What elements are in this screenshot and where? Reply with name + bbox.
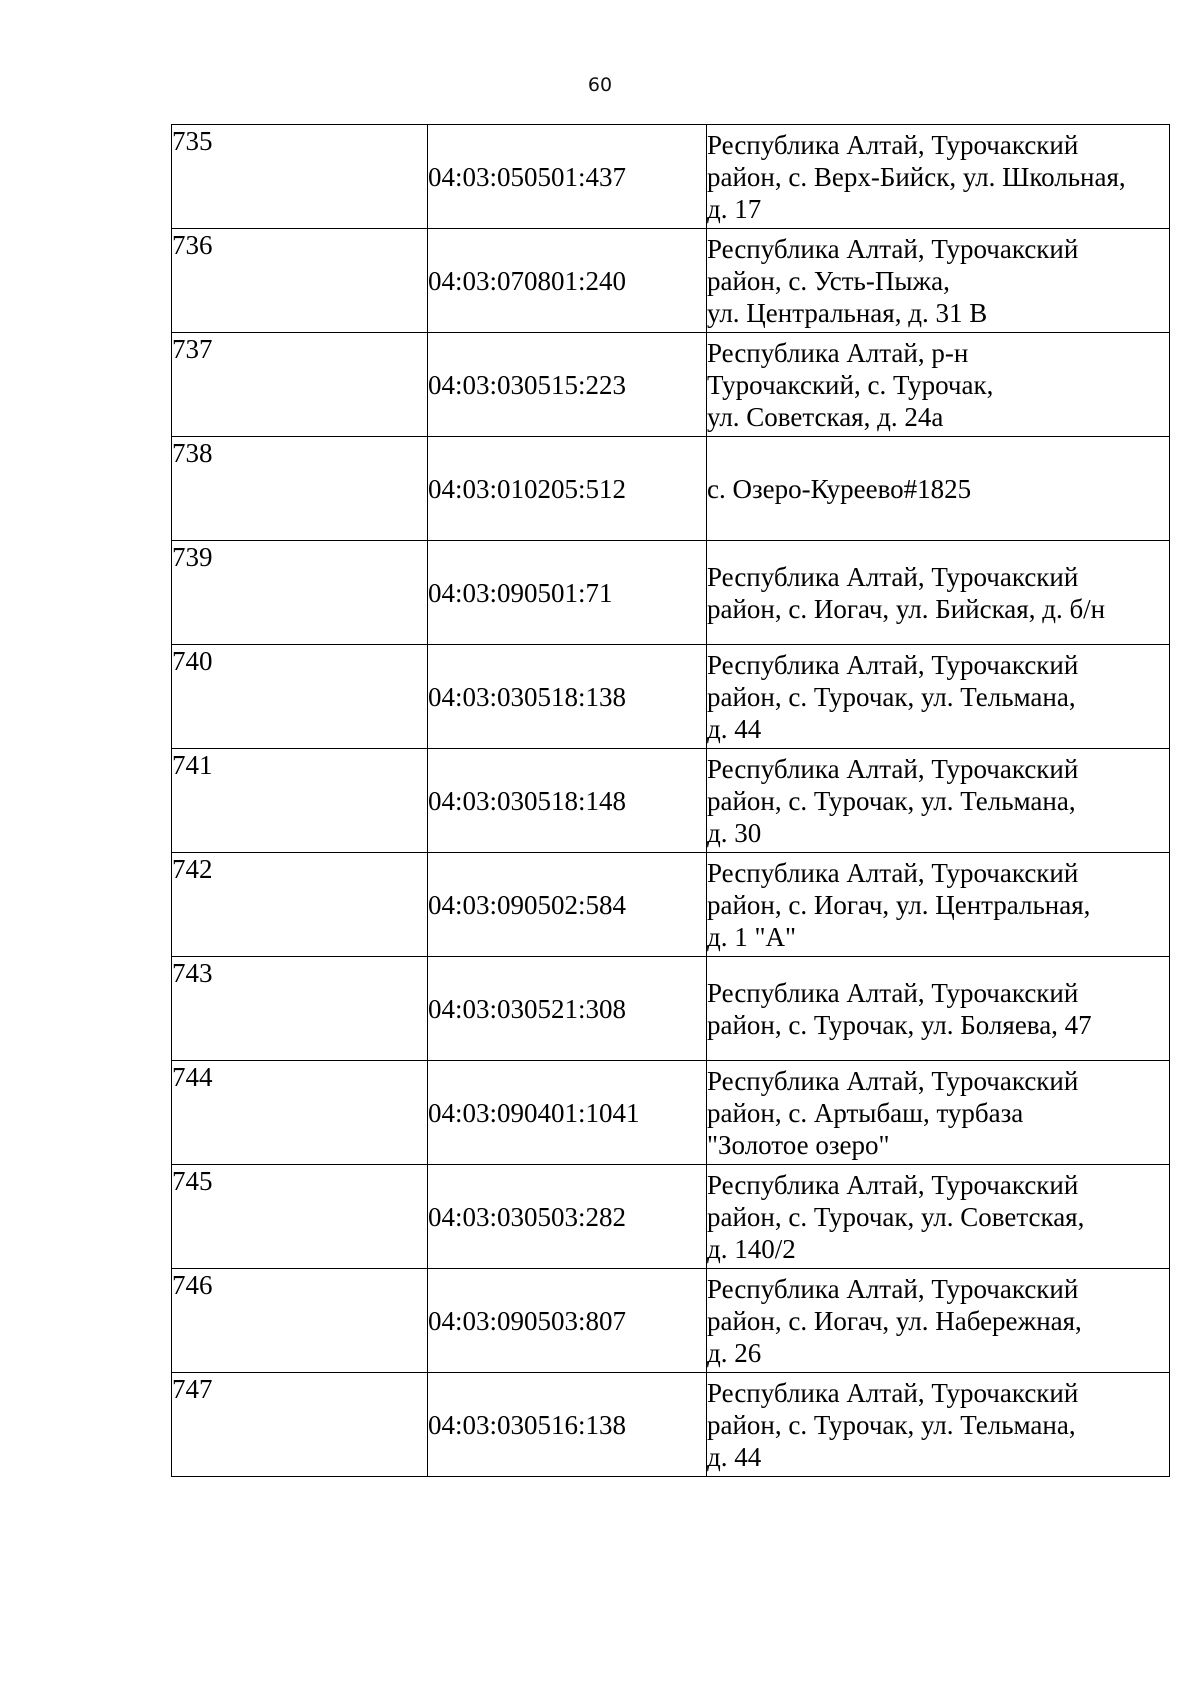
table-row (172, 437, 1170, 541)
row-number-cell: 746 (172, 1269, 428, 1373)
address-cell: Республика Алтай, Турочакский район, с. Турочак, ул. Тельмана, д. 44 (707, 645, 1170, 749)
table-row (172, 1165, 1170, 1269)
row-number-cell: 747 (172, 1373, 428, 1477)
table-row (172, 957, 1170, 1061)
cadastral-number-cell: 04:03:030518:148 (428, 749, 707, 853)
table-row (172, 853, 1170, 957)
table-row (172, 229, 1170, 333)
row-number-cell: 736 (172, 229, 428, 333)
cadastral-number-cell: 04:03:030516:138 (428, 1373, 707, 1477)
cadastral-number-cell: 04:03:030515:223 (428, 333, 707, 437)
table-row (172, 1373, 1170, 1477)
table-row (172, 749, 1170, 853)
cadastral-number-cell: 04:03:090401:1041 (428, 1061, 707, 1165)
row-number-cell: 737 (172, 333, 428, 437)
address-cell: Республика Алтай, Турочакский район, с. Иогач, ул. Набережная, д. 26 (707, 1269, 1170, 1373)
row-number-cell: 740 (172, 645, 428, 749)
cadastral-number-cell: 04:03:030521:308 (428, 957, 707, 1061)
row-number-cell: 744 (172, 1061, 428, 1165)
row-number-cell: 739 (172, 541, 428, 645)
address-cell: Республика Алтай, Турочакский район, с. Артыбаш, турбаза "Золотое озеро" (707, 1061, 1170, 1165)
row-number-cell: 741 (172, 749, 428, 853)
address-cell: Республика Алтай, Турочакский район, с. Турочак, ул. Советская, д. 140/2 (707, 1165, 1170, 1269)
address-cell: с. Озеро-Куреево#1825 (707, 437, 1170, 541)
address-cell: Республика Алтай, Турочакский район, с. Турочак, ул. Тельмана, д. 44 (707, 1373, 1170, 1477)
table-row (172, 645, 1170, 749)
address-cell: Республика Алтай, Турочакский район, с. Усть-Пыжа, ул. Центральная, д. 31 В (707, 229, 1170, 333)
cadastral-number-cell: 04:03:090503:807 (428, 1269, 707, 1373)
property-table (171, 124, 1170, 1477)
table-row (172, 1269, 1170, 1373)
address-cell: Республика Алтай, Турочакский район, с. Турочак, ул. Боляева, 47 (707, 957, 1170, 1061)
property-table-body (172, 125, 1170, 1477)
address-cell: Республика Алтай, Турочакский район, с. Иогач, ул. Центральная, д. 1 "А" (707, 853, 1170, 957)
address-cell: Республика Алтай, р-н Турочакский, с. Турочак, ул. Советская, д. 24а (707, 333, 1170, 437)
address-cell: Республика Алтай, Турочакский район, с. Верх-Бийск, ул. Школьная, д. 17 (707, 125, 1170, 229)
page-number: 60 (587, 74, 613, 96)
row-number-cell: 735 (172, 125, 428, 229)
row-number-cell: 738 (172, 437, 428, 541)
cadastral-number-cell: 04:03:090502:584 (428, 853, 707, 957)
cadastral-number-cell: 04:03:010205:512 (428, 437, 707, 541)
cadastral-number-cell: 04:03:030518:138 (428, 645, 707, 749)
table-row (172, 333, 1170, 437)
table-row (172, 1061, 1170, 1165)
address-cell: Республика Алтай, Турочакский район, с. Иогач, ул. Бийская, д. б/н (707, 541, 1170, 645)
row-number-cell: 745 (172, 1165, 428, 1269)
row-number-cell: 743 (172, 957, 428, 1061)
cadastral-number-cell: 04:03:050501:437 (428, 125, 707, 229)
cadastral-number-cell: 04:03:090501:71 (428, 541, 707, 645)
row-number-cell: 742 (172, 853, 428, 957)
cadastral-number-cell: 04:03:070801:240 (428, 229, 707, 333)
table-row (172, 541, 1170, 645)
table-row (172, 125, 1170, 229)
address-cell: Республика Алтай, Турочакский район, с. Турочак, ул. Тельмана, д. 30 (707, 749, 1170, 853)
cadastral-number-cell: 04:03:030503:282 (428, 1165, 707, 1269)
